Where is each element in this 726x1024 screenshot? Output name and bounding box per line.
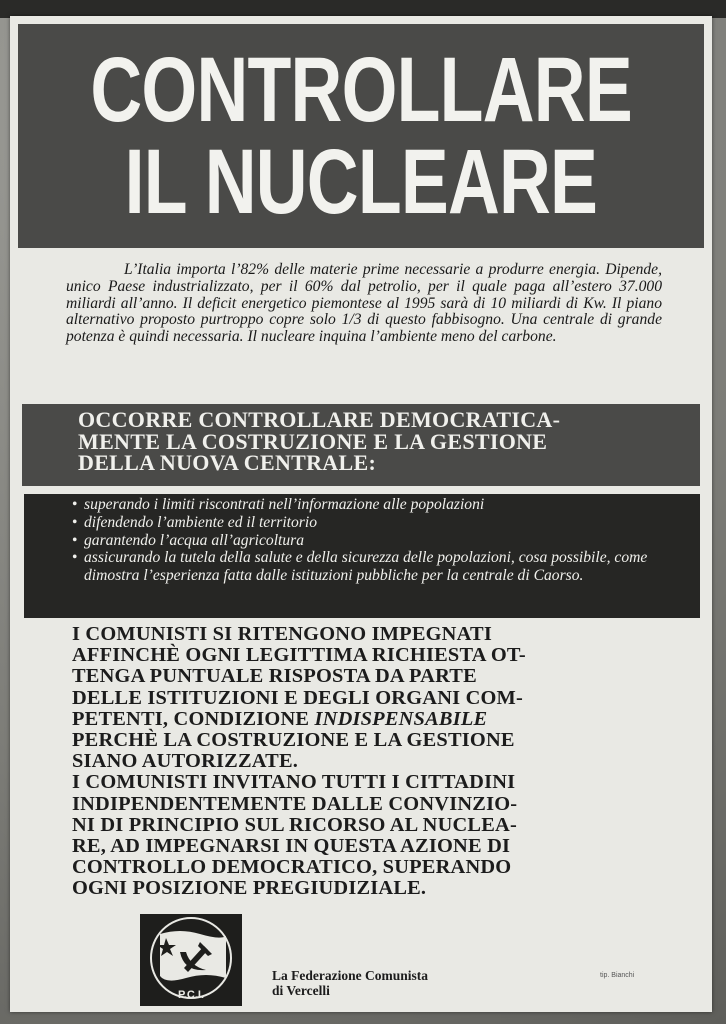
bullet-item-4: • assicurando la tutela della salute e della sicurezza delle popolazioni, cosa possibile, come dimostra l’esperienza fatta dalle istituzioni pubbliche per la centrale di Caorso.	[72, 549, 684, 585]
printer-credit: tip. Bianchi	[600, 972, 635, 979]
demand-band	[22, 404, 700, 486]
statement-line-8: I COMUNISTI INVITANO TUTTI I CITTADINI	[72, 771, 516, 794]
statement-line-5	[72, 709, 658, 730]
bullet-list	[72, 496, 686, 585]
title-band	[18, 24, 704, 248]
footer-line-2: di Vercelli	[272, 983, 330, 998]
bullets-band	[24, 494, 700, 618]
logo-label: P.C.I.	[177, 989, 205, 1001]
bullet-item-1: • superando i limiti riscontrati nell’informazione alle popolazioni	[72, 496, 686, 514]
statement-line-1: I COMUNISTI SI RITENGONO IMPEGNATI	[72, 623, 492, 645]
title-line-1: CONTROLLARE	[90, 39, 632, 141]
statement-line-4: DELLE ISTITUZIONI E DEGLI ORGANI COM-	[72, 686, 523, 709]
bullet-item-2: • difendendo l’ambiente ed il territorio	[72, 514, 686, 532]
statement-line-10: NI DI PRINCIPIO SUL RICORSO AL NUCLEA-	[72, 813, 517, 836]
statement-line-11: RE, AD IMPEGNARSI IN QUESTA AZIONE DI	[72, 835, 511, 858]
title-line-2: IL NUCLEARE	[124, 131, 598, 233]
statement-line-3: TENGA PUNTUALE RISPOSTA DA PARTE	[72, 665, 477, 688]
intro-paragraph: L’Italia importa l’82% delle materie prime necessarie a produrre energia. Dipende, unico Paese industrializzato, per il 60% dal petrolio, per il quale paga all’estero 37.000 miliardi all’anno. Il deficit energetico piemontese al 1995 sarà di 10 miliardi di Kw. Il piano alternativo proposto purtroppo copre solo 1/3 di questo fabbisogno. Una centrale di grande potenza è quindi necessaria. Il nucleare inquina l’ambiente meno del carbone.	[66, 261, 662, 346]
statement-line-5-text: PETENTI, CONDIZIONE	[72, 707, 315, 730]
statement-line-12: CONTROLLO DEMOCRATICO, SUPERANDO	[72, 856, 512, 879]
poster	[10, 16, 712, 1012]
demand-line-3: DELLA NUOVA CENTRALE:	[78, 450, 377, 475]
bullet-item-3: • garantendo l’acqua all’agricoltura	[72, 532, 686, 550]
statement-block	[72, 624, 658, 900]
statement-emphasis: INDISPENSABILE	[314, 707, 488, 730]
statement-line-9: INDIPENDENTEMENTE DALLE CONVINZIO-	[72, 792, 518, 815]
footer-line-1: La Federazione Comunista	[272, 968, 428, 983]
pci-logo	[140, 914, 242, 1006]
statement-line-7: SIANO AUTORIZZATE.	[72, 750, 299, 773]
hammer-sickle-flag-icon	[140, 914, 242, 1006]
statement-line-13: OGNI POSIZIONE PREGIUDIZIALE.	[72, 877, 427, 900]
demand-line-2: MENTE LA COSTRUZIONE E LA GESTIONE	[78, 428, 548, 454]
footer-signature	[272, 968, 428, 998]
demand-line-1: OCCORRE CONTROLLARE DEMOCRATICA-	[78, 407, 561, 432]
statement-line-6: PERCHÈ LA COSTRUZIONE E LA GESTIONE	[72, 729, 515, 752]
statement-line-2: AFFINCHÈ OGNI LEGITTIMA RICHIESTA OT-	[72, 644, 526, 667]
